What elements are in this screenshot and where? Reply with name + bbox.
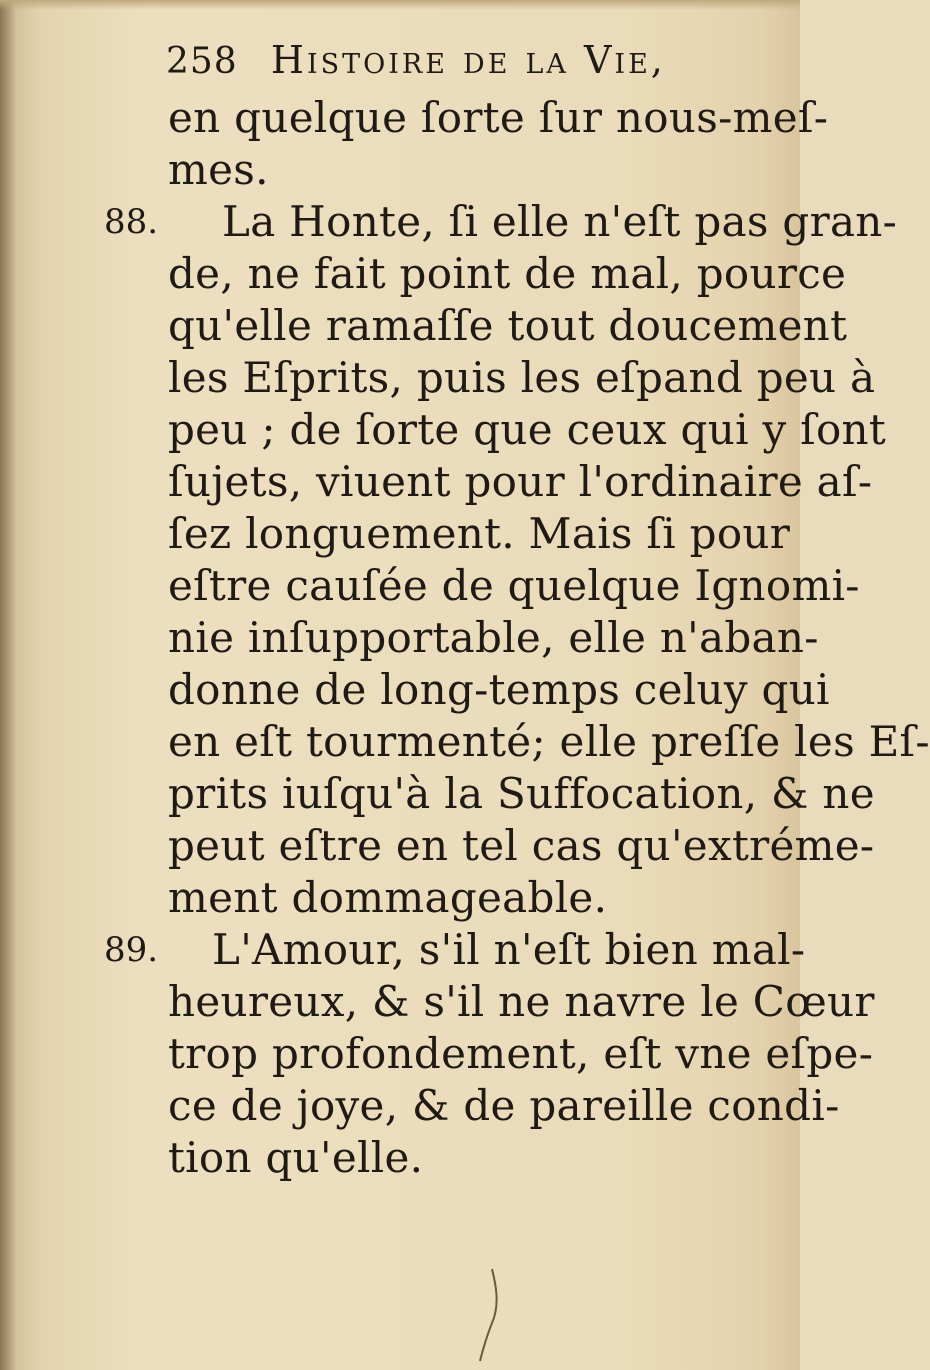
text-line: heureux, & s'il ne navre le Cœur: [168, 977, 875, 1026]
text-line: ſez longuement. Mais ſi pour: [168, 509, 791, 558]
text-line: L'Amour, s'il n'eſt bien mal-: [212, 925, 806, 974]
text-line: trop profondement, eſt vne eſpe-: [168, 1029, 874, 1078]
text-line: en eſt tourmenté; elle preſſe les Eſ-: [168, 717, 930, 766]
page-number: 258: [166, 41, 238, 82]
text-line: eſtre cauſée de quelque Ignomi-: [168, 561, 860, 610]
text-line: peu ; de ſorte que ceux qui y ſont: [168, 405, 887, 454]
text-line: de, ne fait point de mal, pource: [168, 249, 847, 298]
page-top-edge: [0, 0, 800, 10]
text-line: ment dommageable.: [168, 873, 608, 922]
spine-shadow: [0, 0, 16, 1370]
text-line: donne de long-temps celuy qui: [168, 665, 830, 714]
paragraph-number: 88.: [104, 202, 159, 242]
text-line: ce de joye, & de pareille condi-: [168, 1081, 840, 1130]
text-line: prits iuſqu'à la Suffocation, & ne: [168, 769, 875, 818]
text-line: tion qu'elle.: [168, 1133, 424, 1182]
text-line: qu'elle ramaſſe tout doucement: [168, 301, 848, 350]
running-title: Histoire de la Vie,: [270, 38, 666, 82]
text-line: peut eſtre en tel cas qu'extréme-: [168, 821, 875, 870]
text-line: mes.: [168, 145, 269, 194]
paragraph-number: 89.: [104, 930, 159, 970]
text-line: ſujets, viuent pour l'ordinaire aſ-: [168, 457, 873, 506]
text-line: les Eſprits, puis les eſpand peu à: [168, 353, 876, 402]
text-line: en quelque ſorte ſur nous-meſ-: [168, 93, 829, 142]
stray-ink-mark: [470, 1265, 510, 1365]
running-header: [166, 38, 766, 88]
text-line: nie inſupportable, elle n'aban-: [168, 613, 819, 662]
text-line: La Honte, ſi elle n'eſt pas gran-: [222, 197, 898, 246]
